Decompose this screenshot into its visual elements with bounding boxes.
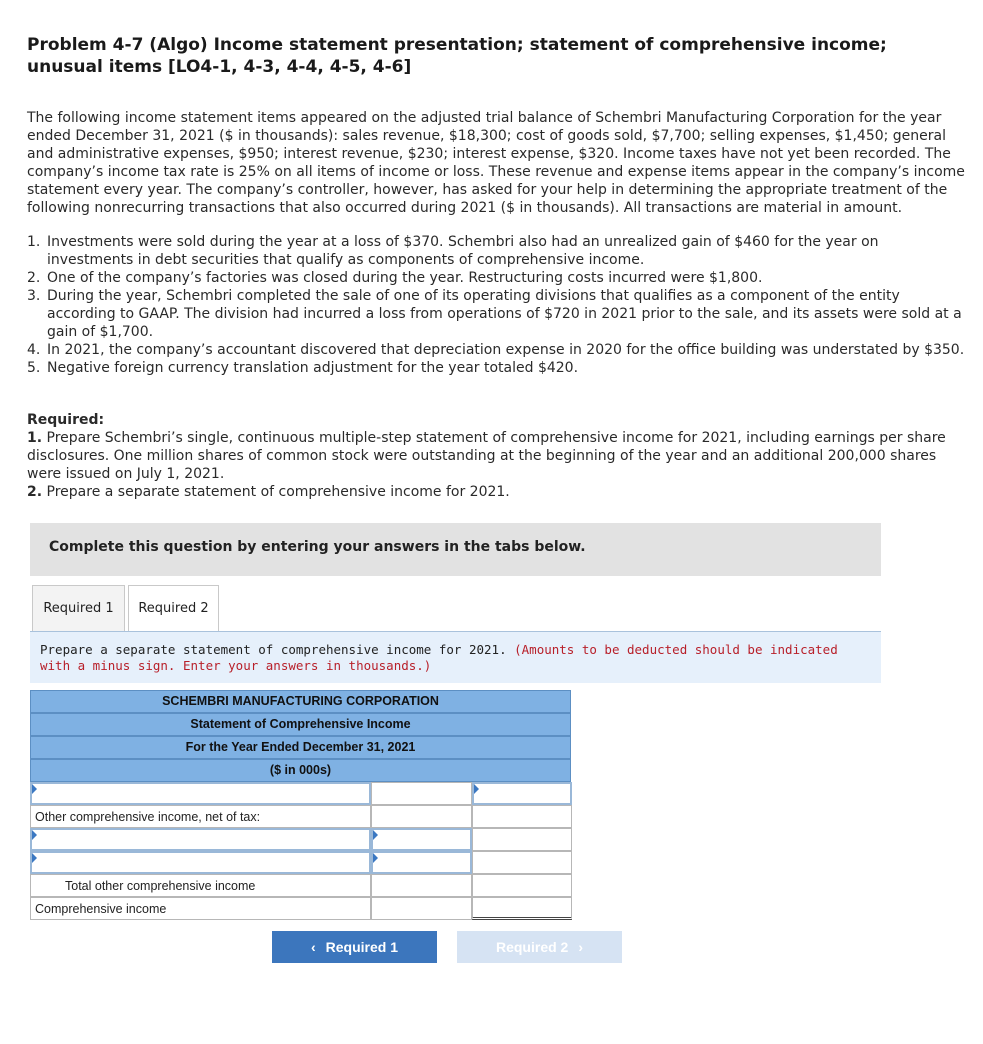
oci-item-1-label-input[interactable] xyxy=(30,828,371,851)
comprehensive-income-amount-cell xyxy=(371,897,472,920)
required-2-number: 2. xyxy=(27,484,43,500)
comprehensive-income-label-cell xyxy=(30,897,371,920)
list-item-number: 4. xyxy=(27,342,41,358)
banner-text: Complete this question by entering your answers in the tabs below. xyxy=(49,539,586,555)
oci-amount-cell xyxy=(371,805,472,828)
dropdown-marker-icon xyxy=(474,784,479,794)
chevron-left-icon: ‹ xyxy=(310,939,316,955)
total-oci-total-cell xyxy=(472,874,572,897)
required-section xyxy=(27,411,967,501)
oci-item-1-amount-input[interactable] xyxy=(371,828,472,851)
list-item xyxy=(27,287,967,341)
transaction-list xyxy=(27,233,967,377)
oci-item-2-total-cell xyxy=(472,851,572,874)
statement-company: SCHEMBRI MANUFACTURING CORPORATION xyxy=(30,690,571,713)
row-1-label-input[interactable] xyxy=(30,782,371,805)
instruction-note: (Amounts to be deducted should be indicated with a minus sign. Enter your answers in thousands.) xyxy=(40,642,838,673)
row-1-total-input[interactable] xyxy=(472,782,572,805)
instruction-main: Prepare a separate statement of comprehensive income for 2021. xyxy=(40,642,507,657)
tab-instructions xyxy=(30,632,881,683)
tab-required-2[interactable]: Required 2 xyxy=(128,585,219,631)
list-item xyxy=(27,359,967,377)
problem-intro: The following income statement items appeared on the adjusted trial balance of Schembri Manufacturing Corporation for the year ended December 31, 2021 ($ in thousands): sales revenue, $18,300; cost of goods sold, $7,700; selling expenses, $1,450; general and administrative expenses, $950; interest revenue, $230; interest expense, $320. Income taxes have not yet been recorded. The company’s income tax rate is 25% on all items of income or loss. These revenue and expense items appear in the company’s income statement every year. The company’s controller, however, has asked for your help in determining the appropriate treatment of the following nonrecurring transactions that also occurred during 2021 ($ in thousands). All transactions are material in amount. xyxy=(27,110,965,216)
required-1-text: Prepare Schembri’s single, continuous multiple-step statement of comprehensive income for 2021, including earnings per share disclosures. One million shares of common stock were outstanding at the beginning of the year and an additional 200,000 shares were issued on July 1, 2021. xyxy=(27,430,946,482)
total-oci-label-cell xyxy=(30,874,371,897)
list-item-text: Negative foreign currency translation adjustment for the year totaled $420. xyxy=(47,360,579,376)
comprehensive-income-label: Comprehensive income xyxy=(35,902,167,916)
list-item-text: During the year, Schembri completed the sale of one of its operating divisions that qualifies as a component of the entity according to GAAP. The division had incurred a loss from operations of $720 in 2021 prior to the sale, and its assets were sold at a gain of $1,700. xyxy=(47,288,962,340)
oci-label-cell xyxy=(30,805,371,828)
required-1-number: 1. xyxy=(27,430,43,446)
statement-period: For the Year Ended December 31, 2021 xyxy=(30,736,571,759)
chevron-right-icon: › xyxy=(578,939,584,955)
required-heading: Required: xyxy=(27,412,105,428)
comprehensive-income-total-cell xyxy=(472,897,572,920)
previous-tab-button[interactable] xyxy=(272,931,437,963)
statement-name: Statement of Comprehensive Income xyxy=(30,713,571,736)
required-2-text: Prepare a separate statement of comprehensive income for 2021. xyxy=(46,484,510,500)
list-item xyxy=(27,269,967,287)
list-item-number: 2. xyxy=(27,270,41,286)
total-oci-label: Total other comprehensive income xyxy=(65,879,256,893)
oci-item-2-label-input[interactable] xyxy=(30,851,371,874)
tab-required-1[interactable]: Required 1 xyxy=(32,585,125,631)
oci-item-2-amount-input[interactable] xyxy=(371,851,472,874)
list-item xyxy=(27,233,967,269)
list-item xyxy=(27,341,967,359)
oci-label: Other comprehensive income, net of tax: xyxy=(35,810,261,824)
problem-title: Problem 4-7 (Algo) Income statement presentation; statement of comprehensive income; unusual items [LO4-1, 4-3, 4-4, 4-5, 4-6] xyxy=(27,35,887,77)
list-item-text: One of the company’s factories was closed during the year. Restructuring costs incurred were $1,800. xyxy=(47,270,763,286)
next-button-label: Required 2 xyxy=(495,939,569,955)
dropdown-marker-icon xyxy=(373,853,378,863)
statement-units: ($ in 000s) xyxy=(30,759,571,782)
list-item-number: 3. xyxy=(27,288,41,304)
dropdown-marker-icon xyxy=(32,830,37,840)
instructions-banner xyxy=(30,523,881,576)
oci-item-1-total-cell xyxy=(472,828,572,851)
total-oci-amount-cell xyxy=(371,874,472,897)
next-tab-button[interactable] xyxy=(457,931,622,963)
dropdown-marker-icon xyxy=(32,784,37,794)
list-item-number: 1. xyxy=(27,234,41,250)
oci-total-cell xyxy=(472,805,572,828)
dropdown-marker-icon xyxy=(373,830,378,840)
list-item-number: 5. xyxy=(27,360,41,376)
row-1-amount-cell xyxy=(371,782,472,805)
previous-button-label: Required 1 xyxy=(325,939,399,955)
list-item-text: Investments were sold during the year at a loss of $370. Schembri also had an unrealized gain of $460 for the year on investments in debt securities that qualify as components of comprehensive income. xyxy=(47,234,879,268)
list-item-text: In 2021, the company’s accountant discovered that depreciation expense in 2020 for the office building was understated by $350. xyxy=(47,342,965,358)
dropdown-marker-icon xyxy=(32,853,37,863)
